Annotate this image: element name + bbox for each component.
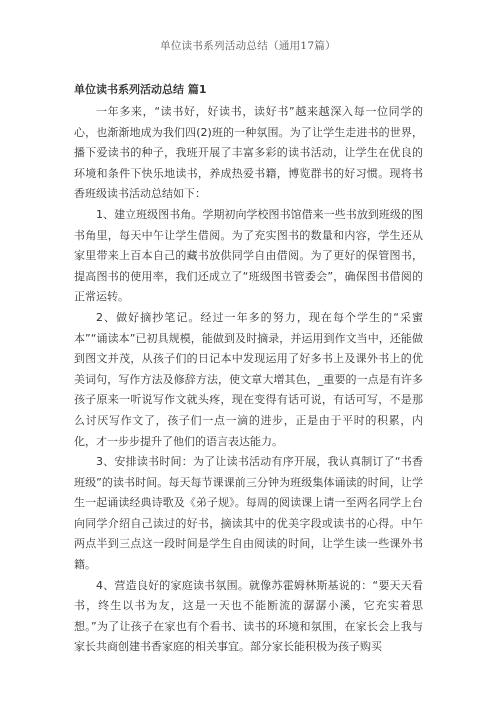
document-body — [74, 80, 423, 658]
paragraph-intro: 一年多来，“读书好，好读书，读好书”越来越深入每一位同学的心，也渐渐地成为我们四(2)班的一种氛围。为了让学生走进书的世界，播下爱读书的种子，我班开展了丰富多彩的读书活动，让学生在优良的环境和条件下快乐地读书，养成热爱书籍，博览群书的好习惯。现将书香班级读书活动总结如下： — [74, 105, 423, 201]
paragraph-1: 1、建立班级图书角。学期初向学校图书馆借来一些书放到班级的图书角里，每天中午让学生借阅。为了充实图书的数量和内容，学生还从家里带来上百本自己的藏书放供同学自由借阅。为了更好的保管图书，提高图书的使用率，我们还成立了“班级图书管委会”，确保图书借阅的正常运转。 — [74, 207, 423, 304]
document-title: 单位读书系列活动总结（通用17篇） — [160, 40, 336, 52]
paragraph-3: 3、安排读书时间：为了让读书活动有序开展，我认真制订了“书香班级”的读书时间。每天每节课课前三分钟为班级集体诵读的时间，让学生一起诵读经典诗歌及《弟子规》。每周的阅读课上请一至两名同学上台向同学介绍自己读过的好书，摘读其中的优美字段或读书的心得。中午两点半到三点这一段时间是学生自由阅读的时间，让学生读一些课外书籍。 — [74, 455, 423, 572]
section-heading: 单位读书系列活动总结 篇1 — [74, 83, 207, 96]
paragraph-2: 2、做好摘抄笔记。经过一年多的努力，现在每个学生的“采蜜本”“诵读本”已初具规模，能做到及时摘录，并运用到作文当中，还能做到图文并茂，从孩子们的日记本中发现运用了好多书上及课外书上的优美词句，写作方法及修辞方法，使文章大增其色，_重要的一点是有许多孩子原来一听说写作文就头疼，现在变得有话可说，有话可写，不是那么讨厌写作文了，孩子们一点一滴的进步，正是由于平时的积累，内化，才一步步提升了他们的语言表达能力。 — [74, 310, 423, 448]
paragraph-4: 4、营造良好的家庭读书氛围。就像苏霍姆林斯基说的：“要天天看书，终生以书为友，这是一天也不能断流的潺潺小溪，它充实着思想。”为了让孩子在家也有个看书、读书的环境和氛围，在家长会上我与家长共商创建书香家庭的相关事宜。部分家长能积极为孩子购买 — [74, 578, 423, 654]
